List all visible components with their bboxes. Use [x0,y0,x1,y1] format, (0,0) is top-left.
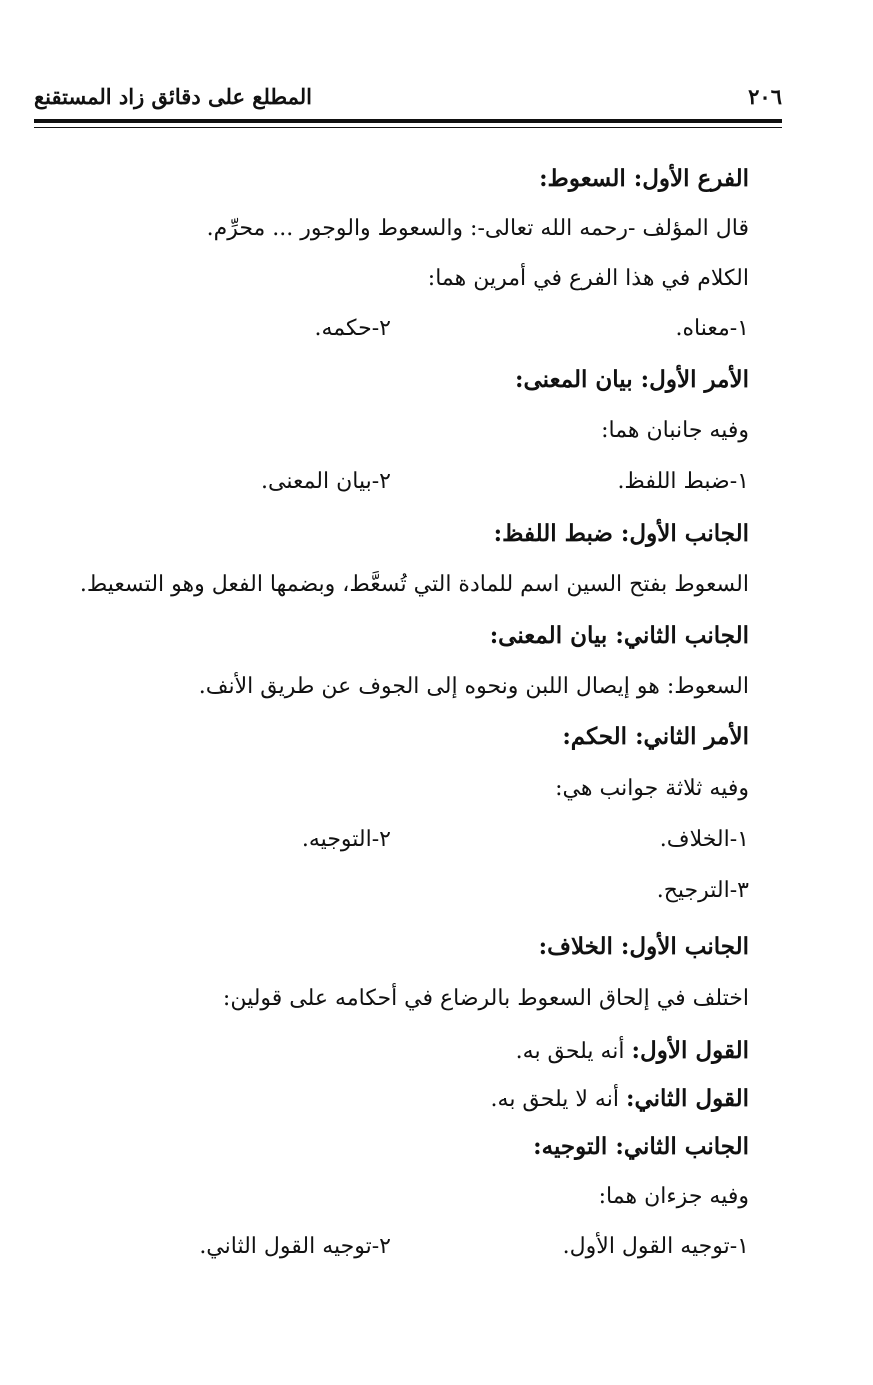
inline-text: أنه يلحق به. [515,1039,632,1064]
section-heading: الجانب الأول: الخلاف: [538,933,749,960]
list-item: ٢-توجيه القول الثاني. [199,1234,391,1259]
section-heading: الفرع الأول: السعوط: [539,165,749,192]
text-line: السعوط بفتح السين اسم للمادة التي تُسعَّط، وبضمها الفعل وهو التسعيط. [79,572,749,597]
book-title: المطلع على دقائق زاد المستقنع [34,84,313,109]
text-line: وفيه جانبان هما: [601,418,749,443]
list-item: ١-الخلاف. [659,827,749,852]
section-heading: الجانب الثاني: التوجيه: [533,1133,749,1160]
text-line: وفيه جزءان هما: [598,1184,749,1209]
inline-label: القول الأول: [631,1037,749,1064]
list-item: ١-توجيه القول الأول. [562,1234,749,1259]
inline-label: القول الثاني: [625,1085,749,1112]
list-item: ١-معناه. [675,316,749,341]
text-line: الكلام في هذا الفرع في أمرين هما: [427,266,749,291]
list-item: ٢-التوجيه. [301,827,391,852]
header-rule-thick [34,119,782,123]
list-item: ٢-حكمه. [314,316,391,341]
text-line: قال المؤلف -رحمه الله تعالى-: والسعوط والوجور ... محرِّم. [206,216,749,241]
text-line: ٣-الترجيح. [656,878,749,903]
list-item: ١-ضبط اللفظ. [617,469,749,494]
header-rule-thin [34,127,782,128]
text-line [30,1082,749,1117]
section-heading: الأمر الثاني: الحكم: [562,723,749,750]
text-line: اختلف في إلحاق السعوط بالرضاع في أحكامه على قولين: [222,986,749,1011]
section-heading: الجانب الثاني: بيان المعنى: [489,622,749,649]
section-heading: الجانب الأول: ضبط اللفظ: [493,520,749,547]
section-heading: الأمر الأول: بيان المعنى: [515,366,749,393]
inline-text: أنه لا يلحق به. [490,1087,626,1112]
page-header [34,84,782,116]
page-number: ٢٠٦ [748,84,782,109]
text-line: وفيه ثلاثة جوانب هي: [555,776,749,801]
text-line: السعوط: هو إيصال اللبن ونحوه إلى الجوف عن طريق الأنف. [198,674,749,699]
list-item: ٢-بيان المعنى. [261,469,391,494]
text-line [30,1034,749,1069]
